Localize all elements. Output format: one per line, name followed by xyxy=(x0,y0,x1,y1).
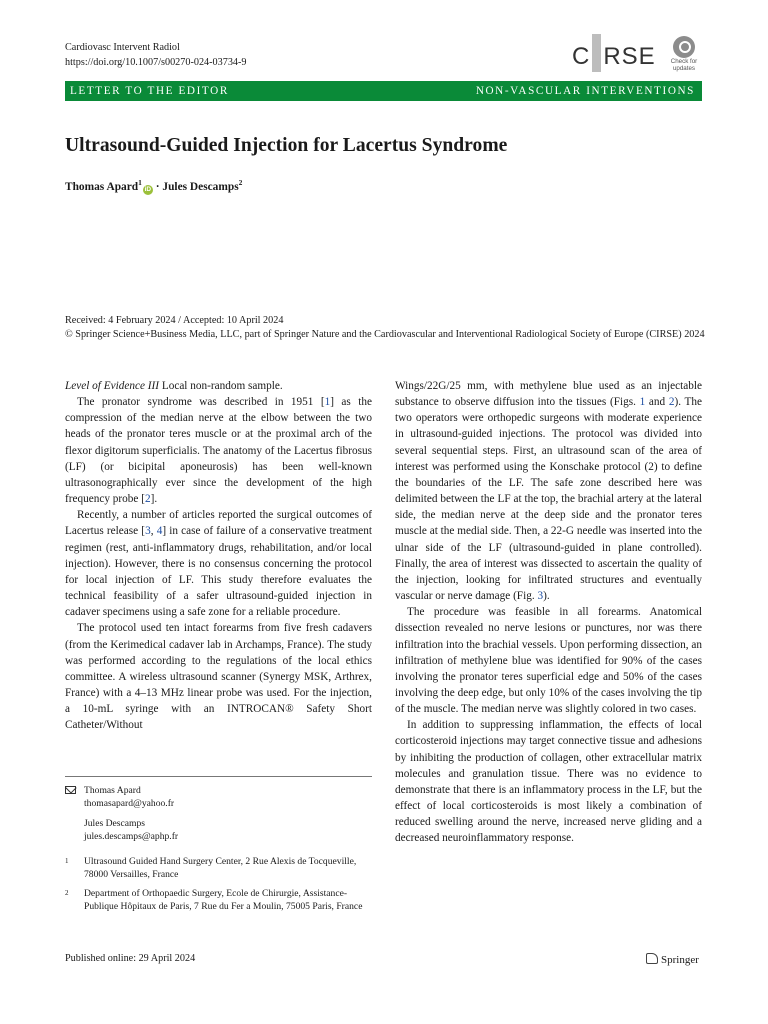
springer-horse-icon xyxy=(646,953,658,964)
published-date: Published online: 29 April 2024 xyxy=(65,953,196,964)
publisher-logo xyxy=(646,953,699,966)
article-type-banner xyxy=(65,81,702,101)
paragraph: Wings/22G/25 mm, with methylene blue used as an injectable substance to observe diffusion into the tissues (Figs. 1 and 2). The two operators were orthopedic surgeons with moderate experience in ultrasound-guided injections. The protocol was divided into several sequential steps. First, an ultrasound scan of the area of interest was performed using the Konschake protocol (2) to define the boundaries of the LF. The safe zone described here was delimited between the LF at the top, the brachial artery at the lateral side, the median nerve at the deep side and the pronator teres muscle at the medial side. Then, a 22-G needle was inserted into the ulnar side of the LF (ultrasound-guided in plane controlled). Finally, the area of interest was dissected to ascertain the quality of the injection, looking for infiltrated structures and eventually vascular or nerve damage (Fig. 3). xyxy=(395,380,702,603)
paragraph: Recently, a number of articles reported the surgical outcomes of Lacertus release [3, 4] in case of failure of a conservative treatment regimen (rest, anti-inflammatory drugs, rehabilitation, and/or local injection). However, there is no consensus concerning the protocol for local injection of LF. This study therefore evaluates the technical feasibility of a safer ultrasound-guided injection in cadaver specimens using a safe zone for a reliable procedure. xyxy=(65,509,373,619)
paragraph: The pronator syndrome was described in 1951 [1] as the compression of the median nerve at the elbow between the two heads of the pronator teres muscle or at the proximal arch of the flexor digitorum superficialis. The anatomy of the Lacertus fibrosus (LF) (or bicipital aponeurosis) has been well-known ultrasonographically ever since the development of the high frequency probe [2]. xyxy=(65,396,372,506)
affiliation-text: Ultrasound Guided Hand Surgery Center, 2 Rue Alexis de Tocqueville, 78000 Versailles, France xyxy=(84,856,357,881)
journal-header xyxy=(65,40,247,70)
corresponding-author-email[interactable]: jules.descamps@aphp.fr xyxy=(84,831,179,843)
article-title: Ultrasound-Guided Injection for Lacertus Syndrome xyxy=(65,135,508,156)
check-updates-icon xyxy=(673,36,695,58)
paragraph: In addition to suppressing inflammation, the effects of local corticosteroid injections may target connective tissue and adhesions by inhibiting the production of collagen, other extracellular matrix molecules and granulation tissue. There was no evidence to demonstrate that there is an inflammatory process in the LF, but the effect of local corticosteroids is most likely a combination of reduced swelling around the nerve, increased nerve gliding and a decreased neuroinflammatory response. xyxy=(395,719,702,845)
journal-name: Cardiovasc Intervent Radiol xyxy=(65,42,180,53)
article-dates xyxy=(65,314,705,341)
figure-link[interactable]: 3 xyxy=(537,590,544,603)
corresponding-author-name: Jules Descamps xyxy=(84,818,146,829)
affiliation-number: 2 xyxy=(65,889,69,897)
citation-link[interactable]: 1 xyxy=(324,396,331,409)
affiliation-text: Department of Orthopaedic Surgery, Ecole de Chirurgie, Assistance-Publique Hôpitaux de Paris, 7 Rue du Fer a Moulin, 75005 Paris, France xyxy=(84,888,363,913)
author-separator: · xyxy=(152,180,163,193)
copyright-notice: © Springer Science+Business Media, LLC, part of Springer Nature and the Cardiovascular and Interventional Radiological Society of Europe (CIRSE) 2024 xyxy=(65,328,705,340)
header-logos xyxy=(572,34,704,74)
citation-link[interactable]: 2 xyxy=(144,493,151,506)
figure-link[interactable]: 1 xyxy=(639,396,646,409)
corresponding-author-email[interactable]: thomasapard@yahoo.fr xyxy=(84,798,175,810)
paragraph: The procedure was feasible in all forearms. Anatomical dissection revealed no nerve lesions or punctures, nor was there infiltration into the brachial vessels. Upon performing dissection, an infiltration of methylene blue was identified for 90% of the cases involving the pronator teres superficial edge and 50% of the cases involving the deep edge, but only 10% of the cases involving the tip of the muscle. The median nerve was slightly colored in two cases. xyxy=(395,606,702,716)
orcid-icon[interactable]: iD xyxy=(144,185,152,193)
paragraph: Level of Evidence III Local non-random sample. xyxy=(65,380,283,392)
body-column-left xyxy=(65,378,372,733)
received-accepted: Received: 4 February 2024 / Accepted: 10 April 2024 xyxy=(65,315,284,326)
affiliation-number: 1 xyxy=(65,857,69,865)
author-affiliation-number: 1 xyxy=(138,178,142,187)
author-name[interactable]: Jules Descamps xyxy=(162,180,239,193)
corresponding-author-name: Thomas Apard xyxy=(84,785,141,796)
citation-link[interactable]: 4 xyxy=(156,525,163,538)
paragraph: The protocol used ten intact forearms from five fresh cadavers (from the Kerimedical cadaver lab in Archamps, France). The study was performed according to the regulations of the local ethics committee. A wireless ultrasound scanner (Synergy MSK, Arthrex, France) with a 4–13 MHz linear probe was used. For the injection, a 10-mL syringe with an INTROCAN® Safety Short Catheter/Without xyxy=(65,622,372,732)
check-for-updates-badge[interactable]: Check for updates xyxy=(666,36,702,74)
doi-link[interactable]: https://doi.org/10.1007/s00270-024-03734-9 xyxy=(65,57,247,68)
envelope-icon xyxy=(65,786,76,794)
cirse-logo: C RSE xyxy=(572,34,656,72)
banner-left-label: LETTER TO THE EDITOR xyxy=(70,85,229,97)
author-affiliation-number: 2 xyxy=(238,178,243,187)
citation-link[interactable]: 3 xyxy=(145,525,151,538)
figure-link[interactable]: 2 xyxy=(668,396,675,409)
banner-right-label: NON-VASCULAR INTERVENTIONS xyxy=(475,85,695,97)
body-column-right xyxy=(395,378,702,847)
author-list xyxy=(65,178,242,195)
evidence-level: Level of Evidence III xyxy=(65,380,160,392)
publisher-name: Springer xyxy=(661,954,699,966)
footnote-divider xyxy=(65,776,372,777)
author-name[interactable]: Thomas Apard xyxy=(65,180,139,193)
